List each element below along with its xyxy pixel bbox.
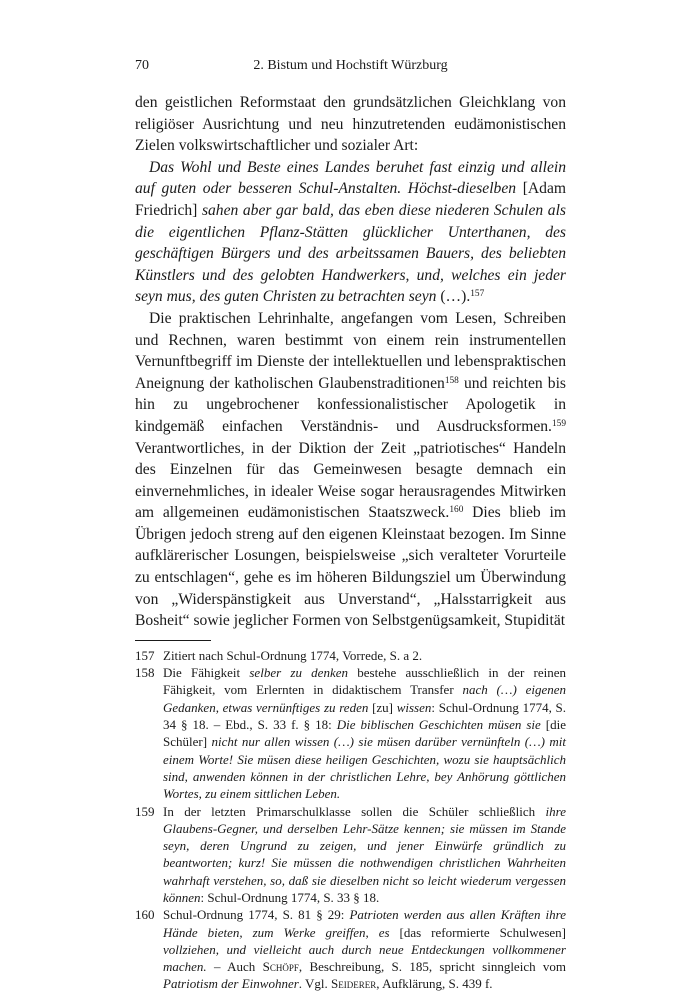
fn160-i3: Patriotism der Einwohner [163, 976, 299, 992]
fn160-t5: . Vgl. [298, 976, 328, 992]
main-text [135, 92, 566, 632]
page-header [135, 58, 566, 84]
fn160-t2: [das reformierte Schulwesen] [399, 924, 567, 940]
fn158-t4: : Schul-Ordnung 1774, S. 34 § 18. – Ebd., S. 33 f. § 18: [163, 699, 567, 733]
footnote-text [163, 803, 566, 907]
fn160-t1: Schul-Ordnung 1774, S. 81 § 29: [163, 907, 345, 923]
fn158-t2: bestehe ausschließlich in der reinen Fähigkeit, vom Erlernten in didaktischem Transfer [163, 665, 567, 698]
book-page [135, 58, 566, 993]
block-quote [135, 157, 566, 308]
footnote-ref-157: 157 [470, 289, 485, 300]
footnote-157 [135, 647, 566, 664]
fn158-i3: wissen [396, 699, 432, 715]
fn158-i5: nicht nur allen wissen (…) sie müsen darüber vernünfteln (…) mit einem Worte! Sie müsen diese heiligen Geschichten, wozu sie hauptsächlich sind, anwenden können in der christlichen Lehre, bey Anhörung göttlichen Wortes, zu einem sittlichen Leben. [163, 734, 567, 802]
footnote-number: 157 [135, 647, 155, 663]
quote-insertion: [Adam Friedrich] [135, 180, 566, 219]
footnote-160 [135, 906, 566, 992]
paragraph-2-part-c: Verantwortliches, in der Diktion der Zeit „patriotisches“ Handeln des Einzelnen für das Gemeinwesen besagte demnach ein einvernehmliches, in idealer Weise sogar herausragendes Mitwirken am allgemeinen eudämonistischen Staatszweck. [135, 439, 566, 522]
footnote-ref-158: 158 [444, 375, 459, 386]
fn158-i1: selber zu denken [249, 665, 348, 681]
fn158-i4: Die biblischen Geschichten müsen sie [336, 717, 541, 733]
footnote-text [163, 647, 566, 664]
quote-part-a: Das Wohl und Beste eines Landes beruhet fast einzig und allein auf guten oder besseren Schul-Anstalten. Höchst-dieselben [135, 158, 566, 198]
quote-part-b: sahen aber gar bald, das eben diese niederen Schulen als die eigentlichen Pflanz-Stätten glücklicher Unterthanen, des geschäftigen Bürgers und des arbeitssamen Bauers, des beliebten Künstlers und des gelobten Handwerkers, und, welches ein jeder seyn mus, des guten Christen zu betrachten seyn [135, 201, 566, 306]
footnote-157-text: Zitiert nach Schul-Ordnung 1774, Vorrede, S. a 2. [163, 647, 423, 663]
paragraph-2 [135, 308, 566, 632]
footnote-158 [135, 664, 566, 802]
author-schoepf: Schöpf [262, 959, 299, 975]
fn160-t3: – Auch [214, 959, 256, 975]
fn159-i1: ihre Glaubens-Gegner, und derselben Lehr-Sätze kennen; sie müssen im Stande seyn, deren Ungrund zu zeigen, und jener Einwürfe gründlich zu beantworten; kurz! Sie müssen die nothwendigen christlichen Wahrheiten wahrhaft verstehen, so, daß sie dieselben nicht so leicht wiederum vergessen können [163, 803, 567, 905]
footnote-number: 160 [135, 907, 155, 923]
running-title: 2. Bistum und Hochstift Würzburg [253, 58, 448, 73]
fn160-t6: , Aufklärung, S. 439 f. [376, 976, 493, 992]
page-number: 70 [135, 58, 149, 73]
footnote-ref-160: 160 [449, 505, 464, 516]
footnote-number: 159 [135, 803, 155, 819]
paragraph-2-part-b: und reichten bis hin zu ungebrochener konfessionalistischer Apologetik in kindgemäß einfachen Verständnis- und Ausdrucksformen. [135, 374, 566, 435]
footnote-text [163, 664, 566, 802]
fn159-t2: : Schul-Ordnung 1774, S. 33 § 18. [200, 890, 380, 905]
fn160-i2: vollziehen, und vielleicht auch durch neue Entdeckungen vollkommener machen. [163, 941, 566, 975]
footnotes [135, 647, 566, 993]
paragraph-1-text: den geistlichen Reformstaat den grundsätzlichen Gleichklang von religiöser Ausrichtung und neu hinzutretenden eudämonistischen Zielen volkswirtschaftlicher und sozialer Art: [135, 94, 566, 155]
fn158-t1: Die Fähigkeit [163, 665, 241, 681]
fn158-t3: [zu] [372, 699, 393, 715]
paragraph-2-part-d: Dies blieb im Übrigen jedoch streng auf den eigenen Kleinstaat bezogen. Im Sinne aufklärerischer Losungen, beispielsweise „sich veralteter Vorurteile zu entschlagen“, gehe es im höheren Bildungsziel um Überwindung von „Widerspänstigkeit aus Unverstand“, „Halsstarrigkeit aus Bosheit“ sowie jeglicher Formen von Selbstgenügsamkeit, Stupidität [135, 504, 566, 630]
footnote-text [163, 906, 566, 992]
footnote-number: 158 [135, 665, 155, 681]
fn158-t5: [die Schüler] [163, 717, 567, 750]
fn160-i1: Patrioten werden aus allen Kräften ihre Hände bieten, zum Werke greiffen, es [163, 907, 566, 940]
author-seiderer: Seiderer [331, 976, 377, 992]
footnote-ref-159: 159 [551, 418, 566, 429]
fn158-i2: nach (…) eigenen Gedanken, etwas vernünftiges zu reden [163, 682, 566, 715]
paragraph-2-part-a: Die praktischen Lehrinhalte, angefangen vom Lesen, Schreiben und Rechnen, waren bestimmt von einem rein instrumentellen Vernunftbegriff im Dienste der intellektuellen und lebenspraktischen Aneignung der katholischen Glaubenstraditionen [135, 309, 566, 392]
paragraph-1 [135, 92, 566, 157]
fn159-t1: In der letzten Primarschulklasse sollen die Schüler schließlich [163, 803, 536, 819]
fn160-t4: , Beschreibung, S. 185, spricht sinngleich vom [298, 959, 567, 975]
footnote-separator [135, 640, 211, 641]
footnote-159 [135, 803, 566, 907]
quote-ellipsis: (…). [440, 288, 471, 306]
